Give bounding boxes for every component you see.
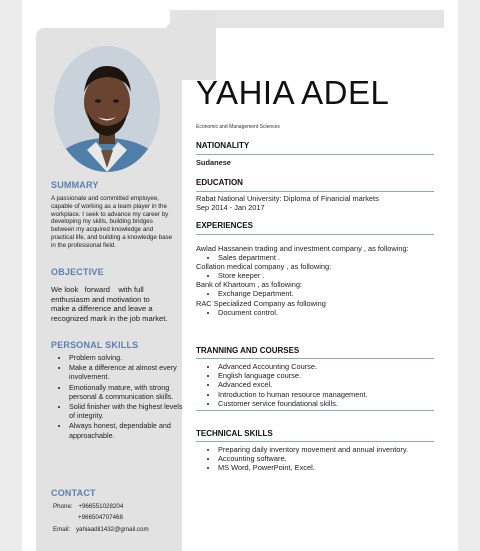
list-item: • Introduction to human resource management. <box>218 390 454 399</box>
experience-role: • Document control. <box>218 308 436 317</box>
list-item: • English language course. <box>218 371 454 380</box>
education-line-2: Sep 2014 - Jan 2017 <box>196 203 265 212</box>
phone-number-1: +966551028204 <box>78 503 124 510</box>
list-item: • MS Word, PowerPoint, Excel. <box>218 463 454 472</box>
list-item: • Preparing daily inventory movement and annual inventory. <box>218 445 454 454</box>
profile-photo <box>54 46 160 172</box>
candidate-subtitle: Economic and Management Sciences <box>196 124 280 130</box>
experience-company: Collation medical company , as following: <box>196 262 332 272</box>
list-item: • Customer service foundational skills. <box>218 399 454 408</box>
section-divider <box>196 234 434 235</box>
experience-role: • Exchange Department. <box>218 289 436 298</box>
experiences-list <box>196 244 436 317</box>
technical-skills-heading: TECHNICAL SKILLS <box>196 429 273 438</box>
education-heading: EDUCATION <box>196 178 243 187</box>
training-heading: TRANNING AND COURSES <box>196 346 300 355</box>
email-label: Email: <box>53 526 71 533</box>
experiences-heading: EXPERIENCES <box>196 221 253 230</box>
list-item: • Problem solving. <box>69 353 187 362</box>
list-item: • Make a difference at almost every involvement. <box>69 363 187 381</box>
education-line-1: Rabat National University: Diploma of Financial markets <box>196 194 379 203</box>
section-divider <box>196 191 434 192</box>
profile-photo-illustration <box>54 46 160 172</box>
objective-text: We look forward with full enthusiasm and motivation to make a difference and leave a recognized mark in the job market. <box>51 285 168 323</box>
objective-heading: OBJECTIVE <box>51 267 104 277</box>
email-line <box>53 526 149 533</box>
technical-skills-list <box>196 445 454 473</box>
experience-role: • Sales department . <box>218 253 436 262</box>
experience-company: RAC Specialized Company as following <box>196 298 326 308</box>
list-item: • Advanced Accounting Course. <box>218 362 454 371</box>
contact-heading: CONTACT <box>51 488 96 498</box>
list-item: • Accounting software. <box>218 454 454 463</box>
nationality-value: Sudanese <box>196 158 231 167</box>
summary-heading: SUMMARY <box>51 180 99 190</box>
candidate-name: YAHIA ADEL <box>196 74 390 111</box>
experience-company: Awlad Hassanein trading and investment company , as following: <box>196 244 409 253</box>
personal-skills-heading: PERSONAL SKILLS <box>51 340 139 350</box>
phone-number-2: +966504707468 <box>78 514 123 521</box>
section-divider <box>196 441 434 442</box>
training-list <box>196 362 454 408</box>
list-item: • Advanced excel. <box>218 380 454 389</box>
phone-line-1 <box>53 503 123 510</box>
list-item: • Emotionally mature, with strong personal & communication skills. <box>69 383 187 401</box>
experience-role: • Store keeper . <box>218 271 436 280</box>
email-address: yahiaadil1432@gmail.com <box>75 526 149 533</box>
section-divider <box>196 358 434 359</box>
nationality-heading: NATIONALITY <box>196 141 250 150</box>
personal-skills-list <box>51 353 187 441</box>
phone-line-2 <box>78 514 123 521</box>
section-divider <box>196 410 434 411</box>
summary-text: A passionate and committed employee, capable of working as a team player in the workplace. I seek to advance my career by developing my skills, building bridges between my acquired knowledge and practical life, and building a knowledge base in the professional field. <box>51 195 173 249</box>
list-item: • Always honest, dependable and approachable. <box>69 421 187 439</box>
experience-company: Bank of Khartoum , as following: <box>196 280 302 290</box>
section-divider <box>196 154 434 155</box>
phone-label: Phone: <box>53 503 73 510</box>
list-item: • Solid finisher with the highest levels of integrity. <box>69 402 187 420</box>
